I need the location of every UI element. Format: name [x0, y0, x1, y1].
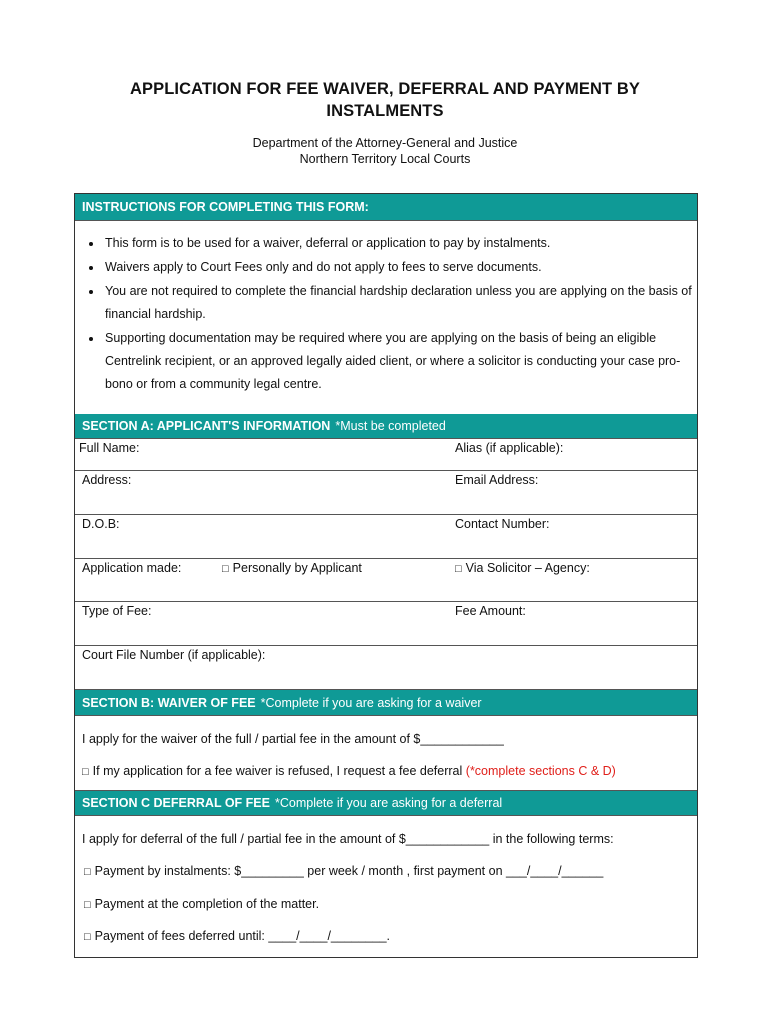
form-title-line-1: APPLICATION FOR FEE WAIVER, DEFERRAL AND PAYMENT BY — [130, 80, 640, 98]
completion-option-text: Payment at the completion of the matter. — [94, 897, 320, 911]
deferral-amount-line: I apply for deferral of the full / partial fee in the amount of $____________ in the following terms: — [82, 832, 614, 846]
waiver-refused-option[interactable] — [82, 763, 616, 780]
court-name: Northern Territory Local Courts — [299, 152, 471, 166]
department-name: Department of the Attorney-General and Justice — [252, 136, 518, 150]
deferred-until-option[interactable] — [84, 928, 390, 945]
divider — [75, 470, 697, 471]
section-b-note: *Complete if you are asking for a waiver — [260, 695, 482, 710]
option-personally[interactable] — [222, 560, 362, 577]
divider — [75, 220, 697, 221]
option-solicitor-label: Via Solicitor – Agency: — [465, 561, 590, 575]
instructions-header — [75, 194, 697, 220]
instructions-header-text: INSTRUCTIONS FOR COMPLETING THIS FORM: — [82, 200, 369, 214]
divider — [75, 815, 697, 816]
instruction-item: • Waivers apply to Court Fees only and do not apply to fees to serve documents. — [103, 256, 703, 279]
form-subtitle — [60, 135, 710, 167]
complete-sections-note: (*complete sections C & D) — [465, 764, 616, 778]
contact-number-label: Contact Number: — [455, 517, 550, 531]
instruction-item: • Supporting documentation may be required where you are applying on the basis of being an eligible Centrelink recipient, or an approved legally aided client, or where a solicitor is conducting your case pro-bono or from a community legal centre. — [103, 327, 703, 396]
checkbox-icon[interactable]: □ — [84, 931, 91, 943]
divider — [75, 438, 697, 439]
section-a-note: *Must be completed — [335, 419, 446, 433]
divider — [75, 514, 697, 515]
type-of-fee-label: Type of Fee: — [82, 604, 152, 618]
email-label: Email Address: — [455, 473, 539, 487]
completion-option[interactable] — [84, 896, 319, 913]
section-b-title: SECTION B: WAIVER OF FEE — [82, 695, 256, 710]
checkbox-icon[interactable]: □ — [84, 899, 91, 911]
divider — [75, 715, 697, 716]
form-title — [60, 78, 710, 122]
option-solicitor[interactable] — [455, 560, 590, 577]
option-personally-label: Personally by Applicant — [232, 561, 362, 575]
application-made-label: Application made: — [82, 561, 182, 575]
waiver-refused-text: If my application for a fee waiver is refused, I request a fee deferral — [92, 764, 463, 778]
divider — [75, 558, 697, 559]
instalments-option[interactable] — [84, 863, 603, 880]
instruction-item: • You are not required to complete the financial hardship declaration unless you are applying on the basis of financial hardship. — [103, 280, 703, 326]
section-a-header — [75, 414, 697, 438]
waiver-amount-line: I apply for the waiver of the full / partial fee in the amount of $____________ — [82, 732, 504, 746]
full-name-label: Full Name: — [79, 441, 140, 455]
court-file-number-label: Court File Number (if applicable): — [82, 648, 266, 662]
section-c-header — [75, 791, 697, 815]
section-b-header — [75, 690, 697, 715]
checkbox-icon[interactable]: □ — [455, 563, 462, 575]
form-title-line-2: INSTALMENTS — [326, 102, 444, 120]
instructions-list — [85, 232, 703, 397]
section-c-title: SECTION C DEFERRAL OF FEE — [82, 796, 270, 810]
checkbox-icon[interactable]: □ — [84, 866, 91, 878]
alias-label: Alias (if applicable): — [455, 441, 564, 455]
application-form — [74, 193, 698, 958]
checkbox-icon[interactable]: □ — [222, 563, 229, 575]
dob-label: D.O.B: — [82, 517, 120, 531]
section-c-note: *Complete if you are asking for a deferral — [274, 796, 503, 810]
divider — [75, 645, 697, 646]
instruction-item: • This form is to be used for a waiver, deferral or application to pay by instalments. — [103, 232, 703, 255]
fee-amount-label: Fee Amount: — [455, 604, 526, 618]
address-label: Address: — [82, 473, 132, 487]
divider — [75, 601, 697, 602]
section-a-title: SECTION A: APPLICANT'S INFORMATION — [82, 419, 331, 433]
instalments-option-text: Payment by instalments: $_________ per week / month , first payment on ___/____/______ — [94, 864, 604, 878]
deferred-until-option-text: Payment of fees deferred until: ____/____/________. — [94, 929, 391, 943]
checkbox-icon[interactable]: □ — [82, 766, 89, 778]
